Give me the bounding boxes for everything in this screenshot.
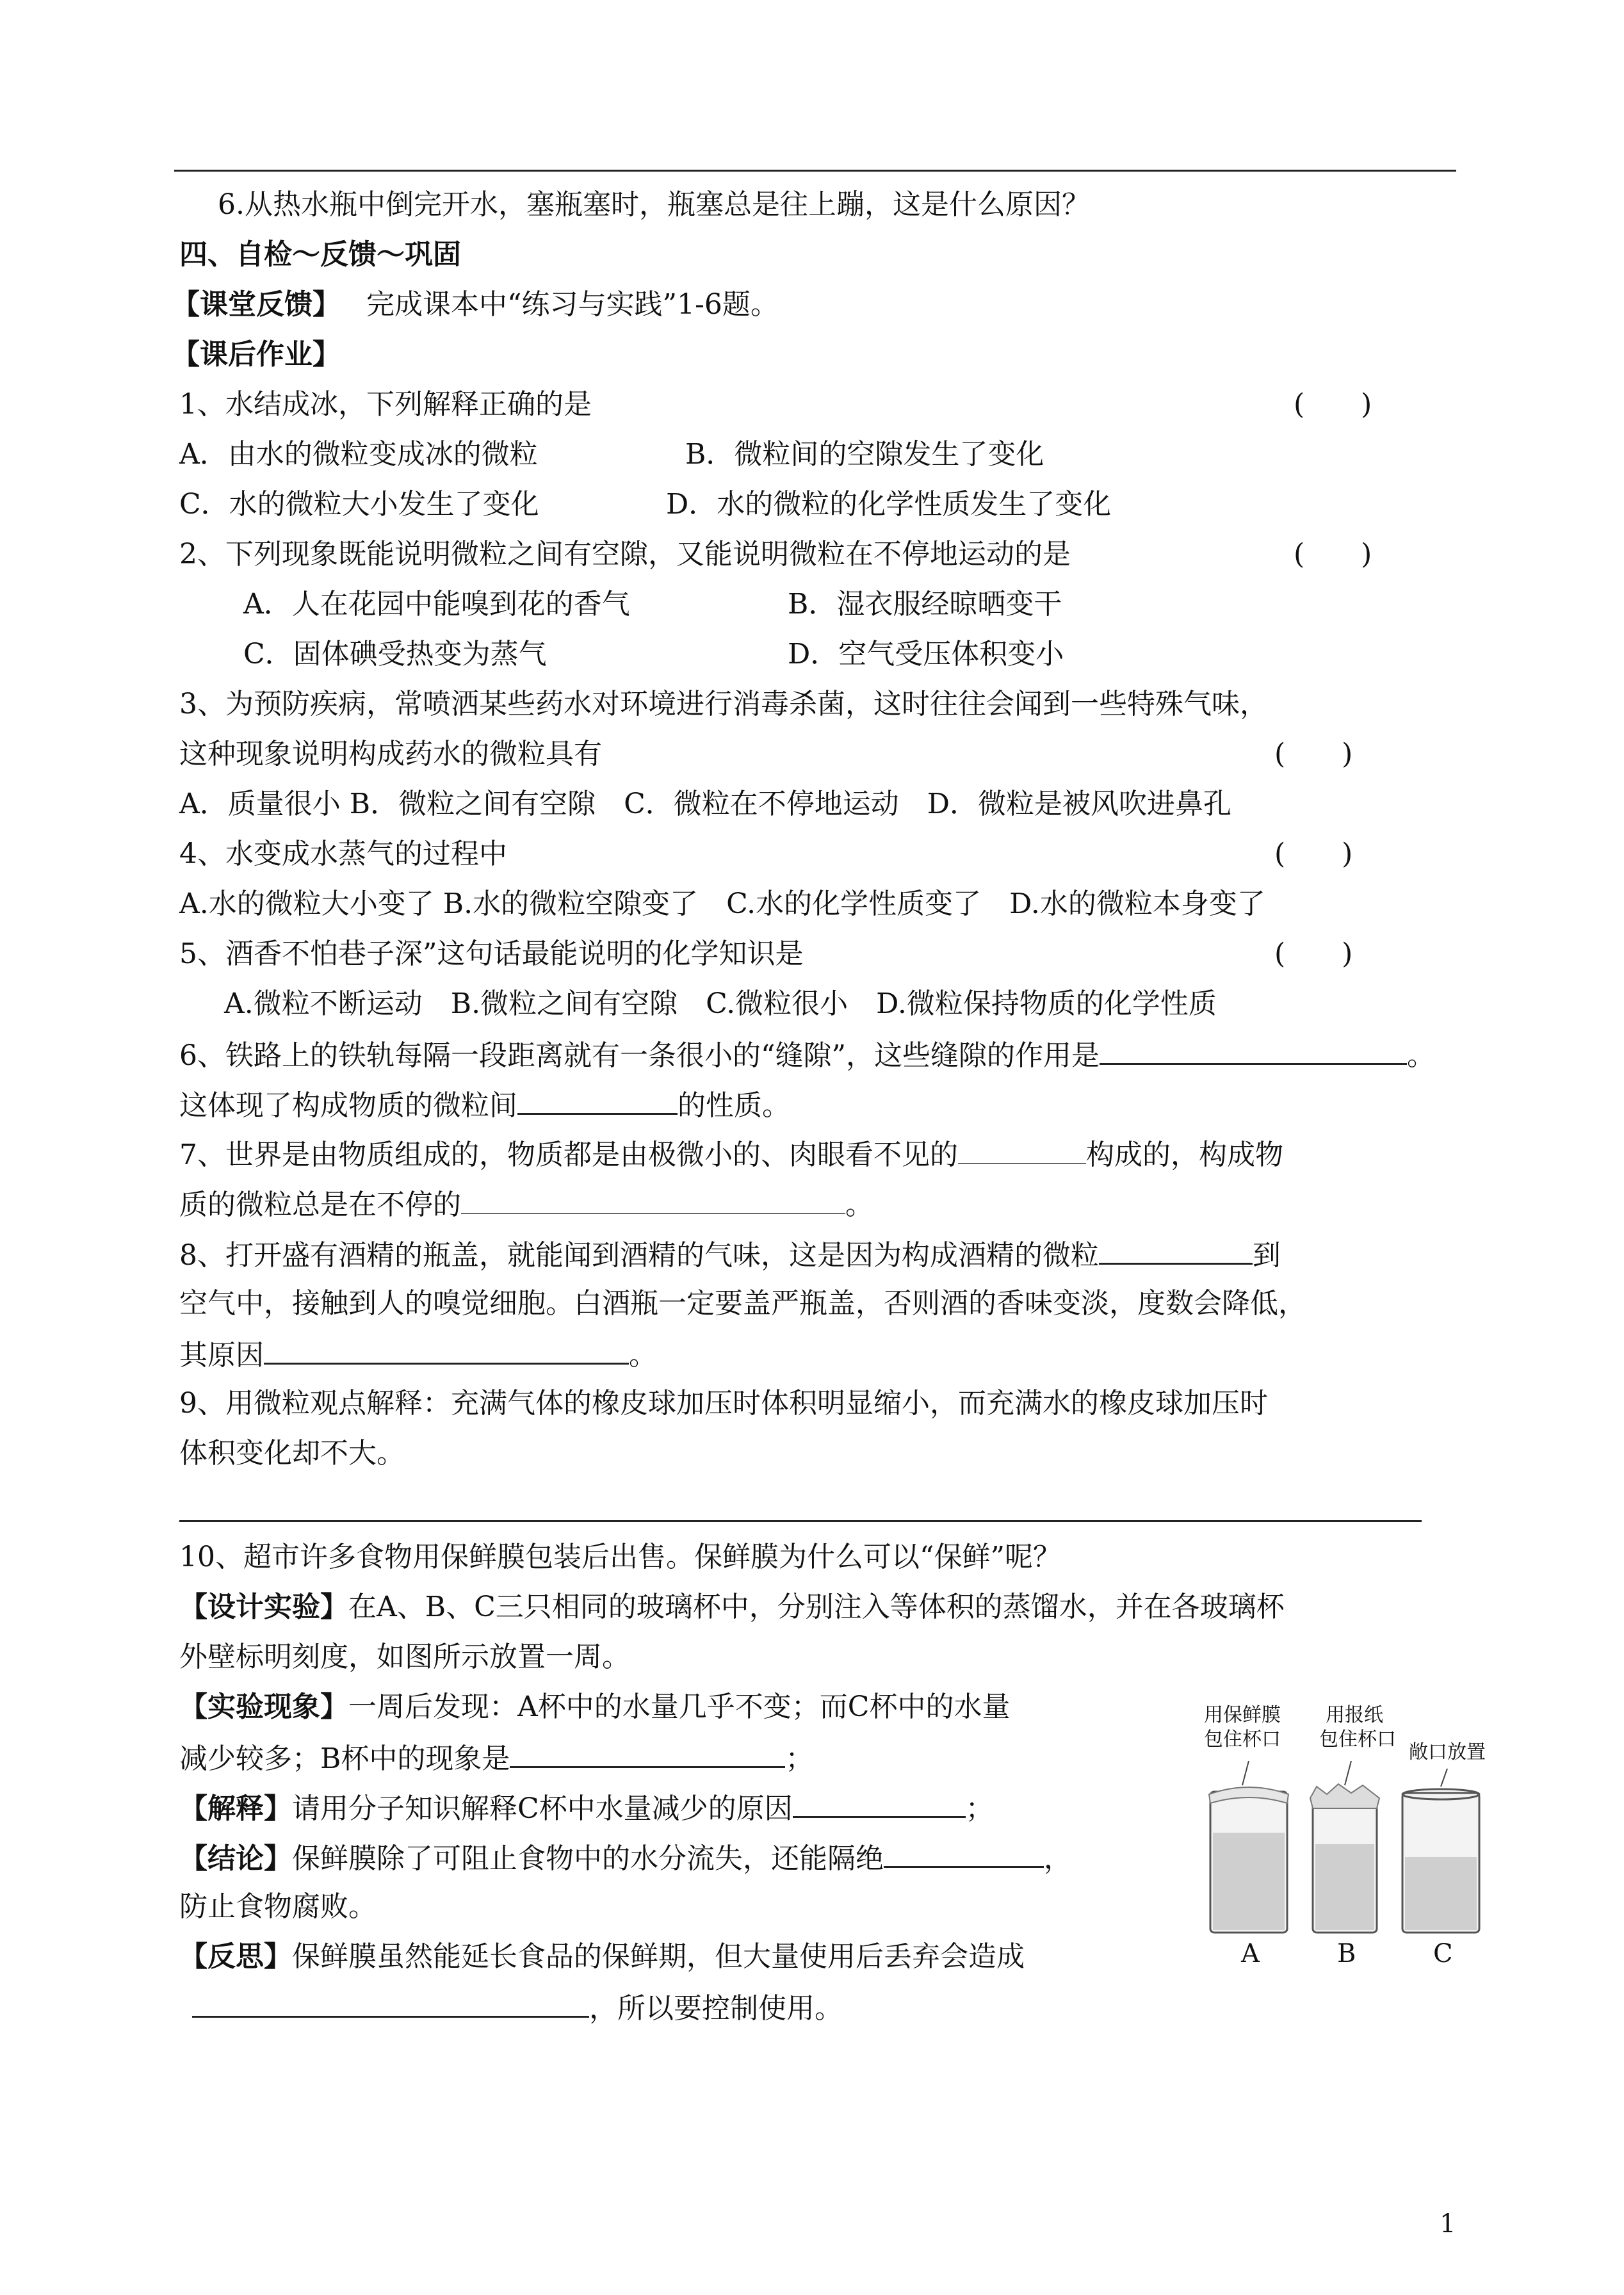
cup-b [1310,1784,1379,1933]
cup-label-b: B [1337,1939,1356,1968]
hw-q6-text-2: 这体现了构成物质的微粒间 [179,1089,517,1122]
hw-q8-text-2: 到 [1253,1239,1281,1272]
cup-label-a: A [1241,1939,1260,1968]
hw-q10-reflection-blank[interactable] [192,1988,589,2018]
hw-q10-reflection-line1 [179,1938,1025,1976]
hw-q7-text: 7、世界是由物质组成的，物质都是由极微小的、肉眼看不见的 [179,1139,958,1171]
hw-q1-option-d: D．水的微粒的化学性质发生了变化 [666,488,1112,521]
hw-q7-blank-2[interactable] [461,1185,845,1214]
classroom-feedback-text: 完成课本中“练习与实践”1-6题。 [366,288,779,321]
hw-q1-option-a: A．由水的微粒变成冰的微粒 [179,438,538,471]
hw-q3-stem-line1: 3、为预防疾病，常喷洒某些药水对环境进行消毒杀菌，这时往往会闻到一些特殊气味， [179,688,1268,720]
hw-q4-stem: 4、水变成水蒸气的过程中 [179,838,507,870]
hw-q6-blank-1[interactable] [1100,1035,1407,1065]
hw-q6-text-3: 的性质。 [678,1089,790,1122]
hw-q8-text-3: 其原因 [179,1339,264,1372]
hw-q10-reflection-tag: 【反思】 [179,1940,292,1973]
hw-q2-answer-paren: ( ) [1294,538,1372,571]
hw-q5-stem: 5、酒香不怕巷子深”这句话最能说明的化学知识是 [179,937,804,970]
hw-q6-period: 。 [1406,1039,1435,1072]
hw-q7-line1 [179,1135,1283,1174]
hw-q9-line1: 9、用微粒观点解释：充满气体的橡皮球加压时体积明显缩小，而充满水的橡皮球加压时 [179,1387,1268,1420]
hw-q2-option-a: A．人在花园中能嗅到花的香气 [243,588,630,620]
cup-label-c: C [1433,1939,1453,1968]
hw-q10-design-line1 [179,1588,1285,1626]
hw-q10-conclusion-line2: 防止食物腐败。 [179,1890,377,1923]
homework-heading: 【课后作业】 [172,338,341,371]
hw-q10-explain-line [179,1788,994,1828]
hw-q8-period: 。 [629,1339,657,1372]
hw-q8-line2: 空气中，接触到人的嗅觉细胞。白酒瓶一定要盖严瓶盖，否则酒的香味变淡，度数会降低， [179,1287,1306,1320]
hw-q5-options: A.微粒不断运动 B.微粒之间有空隙 C.微粒很小 D.微粒保持物质的化学性质 [224,987,1217,1020]
hw-q6-blank-2[interactable] [517,1085,678,1115]
figure-label-b-line2: 包住杯口 [1319,1728,1396,1751]
hw-q8-line1 [179,1235,1281,1275]
hw-q10-reflection-text-2: ，所以要控制使用。 [589,1992,843,2025]
experiment-figure [1191,1697,1498,1991]
figure-label-a-line2: 包住杯口 [1204,1728,1281,1751]
hw-q10-observation-text-2: 减少较多；B杯中的现象是 [179,1742,510,1775]
hw-q6-text: 6、铁路上的铁轨每隔一段距离就有一条很小的“缝隙”，这些缝隙的作用是 [179,1039,1100,1072]
hw-q10-stem: 10、超市许多食物用保鲜膜包装后出售。保鲜膜为什么可以“保鲜”呢？ [179,1541,1061,1573]
hw-q3-answer-paren: ( ) [1274,738,1353,770]
hw-q10-explain-blank[interactable] [793,1788,966,1818]
cup-a [1209,1787,1288,1933]
hw-q7-period: 。 [845,1188,873,1221]
hw-q8-blank-1[interactable] [1099,1235,1253,1265]
hw-q1-option-b: B．微粒间的空隙发生了变化 [685,438,1044,471]
hw-q10-observation-line1 [179,1688,1010,1726]
classroom-feedback-tag: 【课堂反馈】 [172,288,341,321]
hw-q10-reflection-line2 [192,1988,843,2028]
hw-q7-blank-1[interactable] [958,1135,1086,1164]
hw-q10-explain-tag: 【解释】 [179,1792,292,1825]
hw-q10-reflection-text: 保鲜膜虽然能延长食品的保鲜期，但大量使用后丢弃会造成 [292,1940,1025,1973]
hw-q2-option-c: C．固体碘受热变为蒸气 [243,638,547,670]
hw-q2-option-b: B．湿衣服经晾晒变干 [788,588,1062,620]
figure-label-b-line1: 用报纸 [1326,1704,1383,1726]
hw-q10-explain-semicolon: ； [965,1792,994,1825]
hw-q10-conclusion-comma: ， [1044,1842,1072,1875]
hw-q4-answer-paren: ( ) [1274,838,1353,870]
hw-q1-stem: 1、水结成冰，下列解释正确的是 [179,388,592,421]
hw-q6-line2 [179,1085,790,1125]
section-heading: 四、自检～反馈～巩固 [179,238,461,271]
hw-q8-blank-2[interactable] [264,1334,629,1365]
hw-q10-design-tag: 【设计实验】 [179,1591,348,1623]
hw-q1-answer-paren: ( ) [1294,388,1372,421]
hw-q5-answer-paren: ( ) [1274,937,1353,970]
hw-q2-option-d: D．空气受压体积变小 [788,638,1064,670]
hw-q10-observation-text: 一周后发现：A杯中的水量几乎不变；而C杯中的水量 [348,1691,1011,1723]
figure-label-c: 敞口放置 [1409,1741,1486,1764]
cup-c [1402,1789,1479,1933]
hw-q9-line2: 体积变化却不大。 [179,1437,405,1470]
hw-q1-option-c: C．水的微粒大小发生了变化 [179,488,539,521]
hw-q2-stem: 2、下列现象既能说明微粒之间有空隙，又能说明微粒在不停地运动的是 [179,538,1071,571]
hw-q7-line2 [179,1185,873,1224]
hw-q10-conclusion-text: 保鲜膜除了可阻止食物中的水分流失，还能隔绝 [292,1842,884,1875]
hw-q10-explain-text: 请用分子知识解释C杯中水量减少的原因 [292,1792,793,1825]
hw-q7-text-2: 构成的，构成物 [1086,1139,1283,1171]
hw-q10-design-text: 在A、B、C三只相同的玻璃杯中，分别注入等体积的蒸馏水，并在各玻璃杯 [348,1591,1285,1623]
hw-q10-observation-semicolon: ； [785,1742,814,1775]
hw-q3-stem-line2: 这种现象说明构成药水的微粒具有 [179,738,602,770]
hw-q8-text: 8、打开盛有酒精的瓶盖，就能闻到酒精的气味，这是因为构成酒精的微粒 [179,1239,1099,1272]
hw-q10-design-line2: 外壁标明刻度，如图所示放置一周。 [179,1641,630,1673]
hw-q10-conclusion-tag: 【结论】 [179,1842,292,1875]
page-number: 1 [1440,2209,1456,2239]
hw-q7-text-3: 质的微粒总是在不停的 [179,1188,461,1221]
hw-q10-conclusion-blank[interactable] [884,1838,1044,1868]
hw-q10-observation-line2 [179,1738,813,1778]
hw-q9-answer-line[interactable] [179,1520,1422,1522]
hw-q10-observation-blank[interactable] [510,1738,785,1768]
hw-q4-options: A.水的微粒大小变了 B.水的微粒空隙变了 C.水的化学性质变了 D.水的微粒本身变了 [179,888,1265,920]
classroom-feedback [172,286,779,324]
hw-q10-conclusion-line1 [179,1838,1072,1878]
hw-q8-line3 [179,1334,657,1375]
hw-q10-observation-tag: 【实验现象】 [179,1691,348,1723]
top-rule [174,170,1456,172]
figure-label-a-line1: 用保鲜膜 [1204,1704,1281,1726]
hw-q6-line1 [179,1035,1435,1075]
question-6-top: 6.从热水瓶中倒完开水，塞瓶塞时，瓶塞总是往上蹦，这是什么原因？ [218,188,1090,221]
hw-q3-options: A．质量很小 B．微粒之间有空隙 C．微粒在不停地运动 D．微粒是被风吹进鼻孔 [179,788,1232,820]
